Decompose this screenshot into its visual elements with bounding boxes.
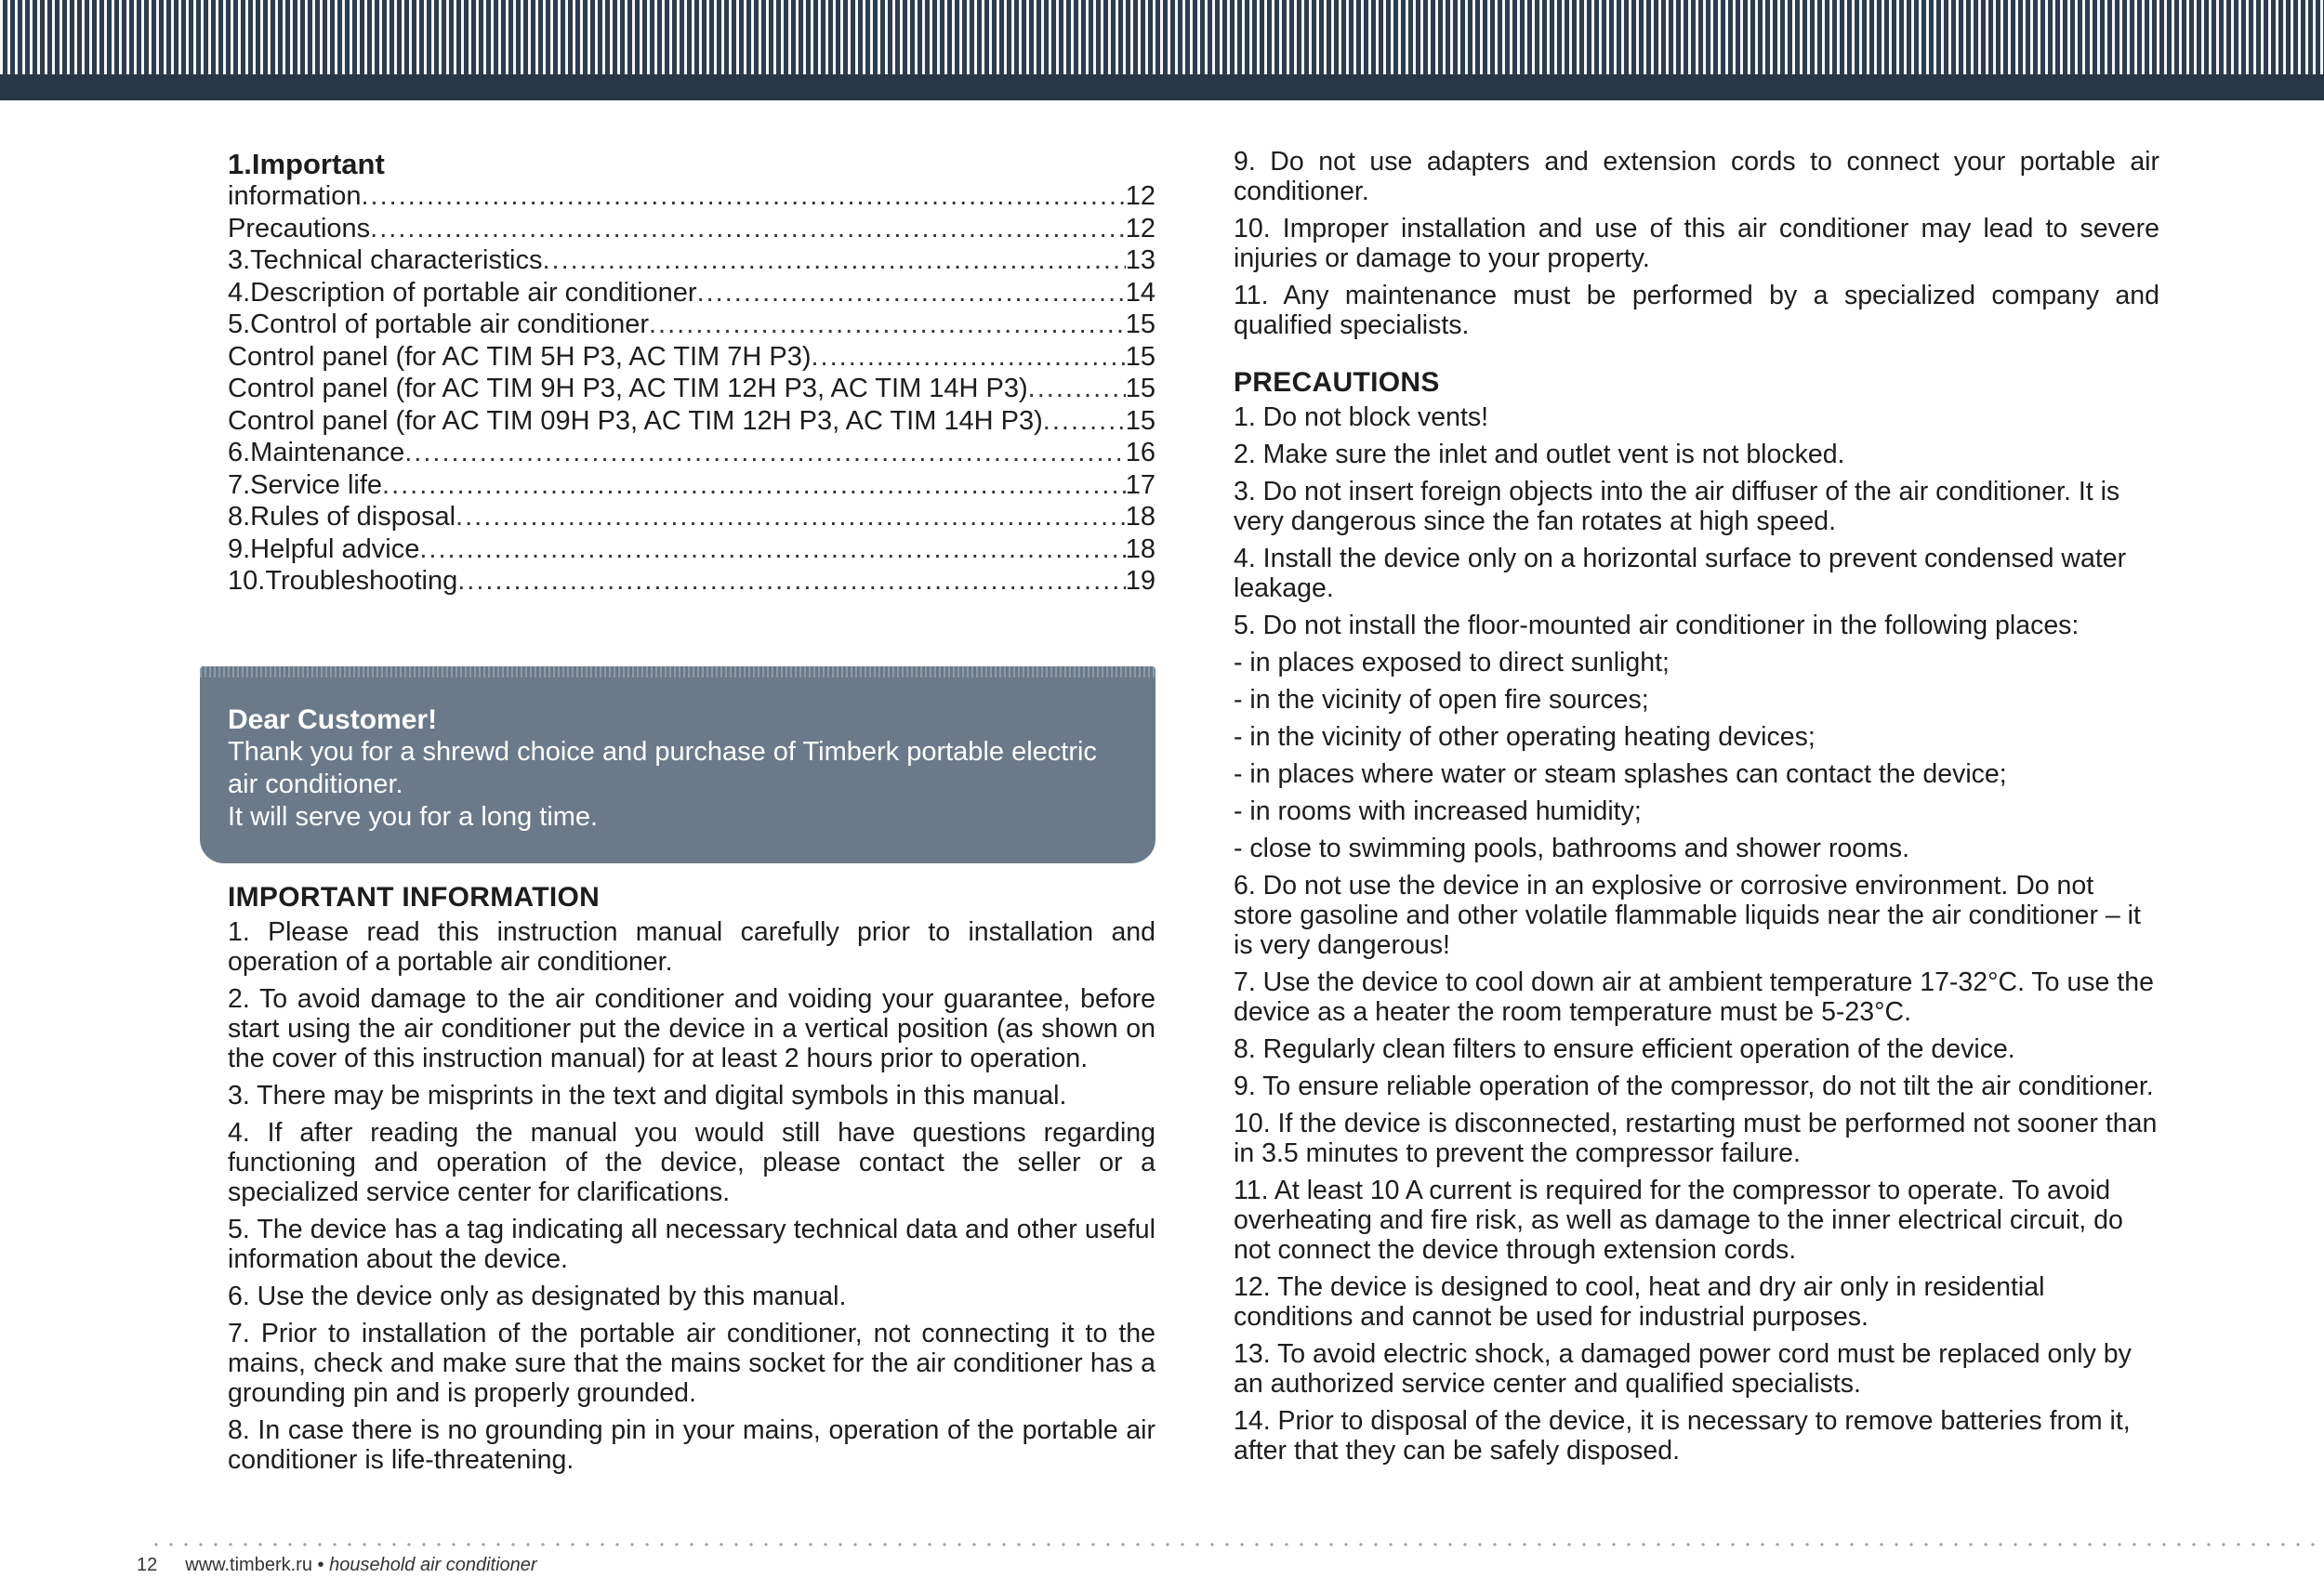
toc-item-label: 5.Control of portable air conditioner	[228, 309, 649, 339]
toc-leader-dots	[382, 469, 1126, 502]
precaution-item: 7. Use the device to cool down air at ambient temperature 17-32°C. To use the device as a heater the room temperature must be 5-23°C.	[1234, 967, 2154, 1027]
important-information-heading: IMPORTANT INFORMATION	[228, 882, 601, 913]
toc-item-page: 12	[1125, 213, 1155, 243]
toc-item[interactable]	[228, 341, 1155, 374]
toc-item[interactable]	[228, 244, 1155, 277]
important-item: 7. Prior to installation of the portable air conditioner, not connecting it to the mains, check and make sure that the mains socket for the air conditioner has a grounding pin and is properly grounded.	[228, 1319, 1155, 1408]
precautions-heading: PRECAUTIONS	[1234, 367, 1440, 398]
important-item: 3. There may be misprints in the text and digital symbols in this manual.	[228, 1081, 1067, 1111]
toc-leader-dots	[542, 244, 1125, 277]
toc-item[interactable]	[228, 180, 1155, 213]
page-footer	[137, 1555, 537, 1576]
precaution-item: 3. Do not insert foreign objects into the air diffuser of the air conditioner. It is very dangerous since the fan rotates at high speed.	[1234, 477, 2120, 536]
important-item: 6. Use the device only as designated by this manual.	[228, 1282, 847, 1311]
precaution-item: 6. Do not use the device in an explosive or corrosive environment. Do not store gasoline and other volatile flammable liquids near the air conditioner – it is very dangerous!	[1234, 871, 2141, 960]
precaution-subitem: - in places exposed to direct sunlight;	[1234, 648, 1670, 677]
important-item: 4. If after reading the manual you would still have questions regarding functioning and operation of the device, please contact the seller or a specialized service center for clarifications.	[228, 1118, 1155, 1207]
toc-item[interactable]	[228, 309, 1155, 341]
precaution-item: 8. Regularly clean filters to ensure efficient operation of the device.	[1234, 1034, 2015, 1064]
toc-item-label: 8.Rules of disposal	[228, 502, 456, 532]
precaution-item: 14. Prior to disposal of the device, it is necessary to remove batteries from it, after that they can be safely disposed.	[1234, 1406, 2131, 1466]
toc-item-page: 16	[1125, 438, 1155, 467]
toc-leader-dots	[404, 437, 1125, 469]
toc-item-label: 9.Helpful advice	[228, 533, 420, 564]
toc-item-label: 7.Service life	[228, 469, 383, 500]
customer-title: Dear Customer!	[228, 704, 438, 735]
toc-item[interactable]	[228, 405, 1155, 438]
header-stripe-band	[0, 0, 2324, 100]
precaution-subitem: - close to swimming pools, bathrooms and shower rooms.	[1234, 834, 1910, 863]
precaution-subitem: - in the vicinity of other operating heating devices;	[1234, 722, 1816, 752]
important-item: 9. Do not use adapters and extension cords to connect your portable air conditioner.	[1234, 147, 2159, 206]
toc-item-page: 12	[1125, 181, 1155, 211]
toc-leader-dots	[361, 180, 1125, 213]
precaution-item: 9. To ensure reliable operation of the compressor, do not tilt the air conditioner.	[1234, 1072, 2154, 1101]
toc-item-page: 15	[1125, 341, 1155, 372]
toc-item[interactable]	[228, 469, 1155, 502]
toc-leader-dots	[1043, 405, 1126, 438]
toc-leader-dots	[1028, 373, 1126, 405]
toc-item-label: Control panel (for AC TIM 9H P3, AC TIM 12H P3, AC TIM 14H P3)	[228, 374, 1028, 403]
toc-item[interactable]	[228, 533, 1155, 566]
toc-item-label: 4.Description of portable air conditioner	[228, 277, 697, 308]
toc-leader-dots	[649, 309, 1126, 341]
precaution-item: 12. The device is designed to cool, heat and dry air only in residential conditions and cannot be used for industrial purposes.	[1234, 1272, 2045, 1332]
footer-separator: •	[311, 1555, 330, 1575]
toc-leader-dots	[812, 341, 1126, 374]
important-item: 5. The device has a tag indicating all necessary technical data and other useful information about the device.	[228, 1215, 1155, 1274]
footer-dotted-divider	[149, 1543, 2324, 1546]
toc-title: 1.Important	[228, 148, 385, 180]
precaution-subitem: - in rooms with increased humidity;	[1234, 796, 1642, 826]
page-number: 12	[137, 1555, 158, 1575]
customer-message-box	[200, 666, 1155, 863]
toc-item[interactable]	[228, 501, 1155, 533]
toc-item-label: 3.Technical characteristics	[228, 245, 543, 275]
toc-leader-dots	[419, 533, 1125, 566]
customer-message-closing: It will serve you for a long time.	[228, 802, 599, 832]
important-information-section	[228, 881, 1155, 1482]
right-column	[1234, 147, 2159, 1473]
toc-leader-dots	[456, 501, 1126, 533]
important-item: 11. Any maintenance must be performed by a specialized company and qualified specialists.	[1234, 281, 2159, 340]
toc-item-label: Precautions	[228, 213, 371, 243]
precaution-item: 5. Do not install the floor-mounted air conditioner in the following places:	[1234, 611, 2080, 640]
important-item: 10. Improper installation and use of this air conditioner may lead to severe injuries or damage to your property.	[1234, 214, 2159, 273]
toc-item-page: 13	[1125, 245, 1155, 275]
important-item: 2. To avoid damage to the air conditioner and voiding your guarantee, before start using the air conditioner put the device in a vertical position (as shown on the cover of this instruction manual) for at least 2 hours prior to operation.	[228, 984, 1155, 1073]
footer-tagline: household air conditioner	[329, 1555, 537, 1575]
toc-item-page: 15	[1125, 405, 1155, 436]
toc-item[interactable]	[228, 565, 1155, 598]
toc-item-page: 17	[1125, 469, 1155, 500]
footer-website-link[interactable]: www.timberk.ru	[185, 1555, 312, 1575]
toc-item-label: Control panel (for AC TIM 09H P3, AC TIM 12H P3, AC TIM 14H P3)	[228, 405, 1043, 436]
important-item: 1. Please read this instruction manual carefully prior to installation and operation of a portable air conditioner.	[228, 917, 1155, 977]
precaution-item: 13. To avoid electric shock, a damaged power cord must be replaced only by an authorized service center and qualified specialists.	[1234, 1339, 2132, 1399]
table-of-contents	[228, 149, 1155, 598]
toc-item-page: 18	[1125, 533, 1155, 564]
toc-item-page: 14	[1125, 277, 1155, 308]
precaution-item: 11. At least 10 A current is required for the compressor to operate. To avoid overheating and fire risk, as well as damage to the inner electrical circuit, do not connect the device through extension cords.	[1234, 1176, 2123, 1265]
important-item: 8. In case there is no grounding pin in your mains, operation of the portable air conditioner is life-threatening.	[228, 1415, 1155, 1475]
toc-leader-dots	[697, 277, 1126, 309]
toc-leader-dots	[370, 213, 1126, 245]
box-stripe-decoration	[200, 666, 1155, 677]
toc-item-label: 10.Troubleshooting	[228, 566, 458, 596]
toc-item-label: information	[228, 181, 362, 211]
toc-item[interactable]	[228, 277, 1155, 309]
toc-item-page: 18	[1125, 502, 1155, 532]
toc-leader-dots	[457, 565, 1126, 598]
precaution-item: 4. Install the device only on a horizontal surface to prevent condensed water leakage.	[1234, 544, 2127, 603]
toc-item-page: 19	[1125, 566, 1155, 596]
toc-item-label: Control panel (for AC TIM 5H P3, AC TIM 7H P3)	[228, 341, 812, 372]
toc-item[interactable]	[228, 213, 1155, 245]
toc-item[interactable]	[228, 437, 1155, 469]
precaution-subitem: - in the vicinity of open fire sources;	[1234, 685, 1649, 715]
precaution-item: 1. Do not block vents!	[1234, 402, 1489, 432]
precaution-item: 2. Make sure the inlet and outlet vent is not blocked.	[1234, 440, 1845, 469]
precaution-subitem: - in places where water or steam splashes can contact the device;	[1234, 759, 2007, 789]
customer-message: Thank you for a shrewd choice and purchase of Timberk portable electric air conditioner.	[228, 737, 1097, 799]
toc-item-page: 15	[1125, 374, 1155, 403]
toc-item-label: 6.Maintenance	[228, 438, 405, 467]
toc-item[interactable]	[228, 373, 1155, 405]
precaution-item: 10. If the device is disconnected, restarting must be performed not sooner than in 3.5 minutes to prevent the compressor failure.	[1234, 1109, 2158, 1168]
toc-item-page: 15	[1125, 309, 1155, 339]
